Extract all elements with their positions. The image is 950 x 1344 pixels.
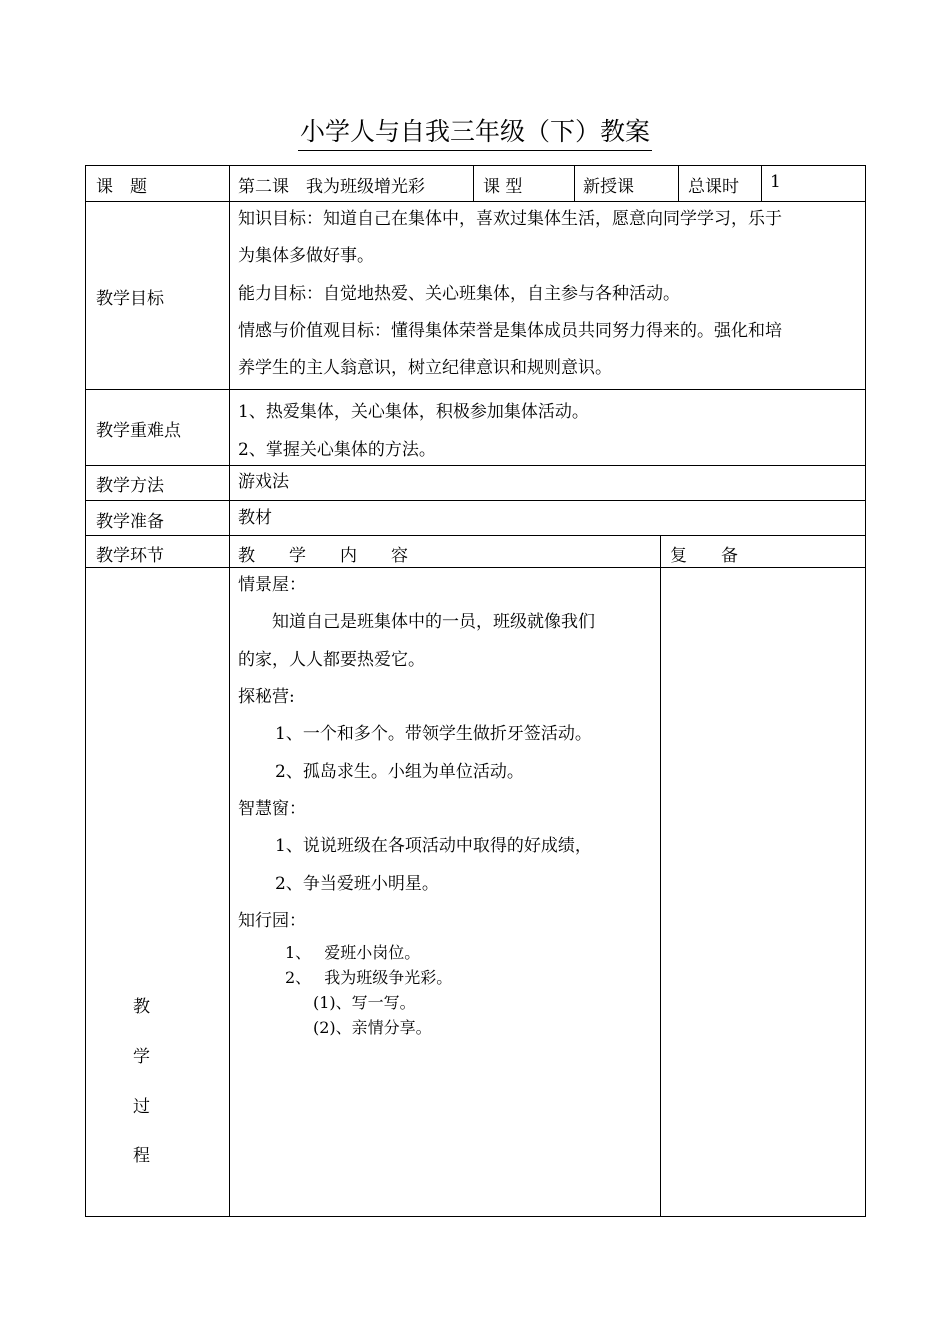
method-value: 游戏法 — [238, 472, 289, 492]
key-points-line: 2、掌握关心集体的方法。 — [238, 440, 436, 460]
review-column-divider — [660, 535, 661, 1217]
type-value: 新授课 — [583, 177, 634, 197]
table-border-bottom — [85, 1216, 866, 1217]
process-line: 探秘营: — [238, 687, 295, 707]
process-label-char: 学 — [133, 1047, 150, 1067]
page-title: 小学人与自我三年级（下）教案 — [0, 116, 950, 148]
lesson-value: 第二课 我为班级增光彩 — [238, 177, 425, 197]
row-divider — [85, 567, 866, 568]
hours-label: 总课时 — [688, 177, 739, 197]
process-subline: 2、 我为班级争光彩。 — [285, 968, 453, 987]
process-line: 知行园： — [238, 911, 306, 931]
process-line: 2、争当爱班小明星。 — [258, 874, 439, 894]
process-label-char: 教 — [133, 997, 150, 1017]
row-divider — [85, 465, 866, 466]
objectives-line: 为集体多做好事。 — [238, 246, 374, 266]
row-divider — [85, 535, 866, 536]
preparation-label: 教学准备 — [96, 512, 164, 532]
method-label: 教学方法 — [96, 476, 164, 496]
header-divider — [761, 165, 762, 201]
key-points-line: 1、热爱集体，关心集体，积极参加集体活动。 — [238, 402, 589, 422]
key-points-label: 教学重难点 — [96, 421, 181, 441]
lesson-label: 课 题 — [96, 177, 147, 197]
process-line: 智慧窗： — [238, 799, 306, 819]
table-border-top — [85, 165, 866, 166]
objectives-line: 知识目标：知道自己在集体中，喜欢过集体生活，愿意向同学学习，乐于 — [238, 209, 782, 229]
process-line: 2、孤岛求生。小组为单位活动。 — [258, 762, 524, 782]
content-header: 教 学 内 容 — [238, 546, 408, 566]
process-line: 情景屋： — [238, 575, 306, 595]
row-divider — [85, 500, 866, 501]
type-label: 课 型 — [483, 177, 523, 197]
process-subline: 1、 爱班小岗位。 — [285, 943, 421, 962]
table-border-left — [85, 165, 86, 1217]
process-line: 1、说说班级在各项活动中取得的好成绩， — [258, 836, 592, 856]
objectives-label: 教学目标 — [96, 289, 164, 309]
row-divider — [85, 389, 866, 390]
label-column-divider — [229, 165, 230, 1217]
process-subline: (1)、写一写。 — [313, 993, 416, 1012]
table-border-right — [865, 165, 866, 1217]
objectives-line: 能力目标：自觉地热爱、关心班集体，自主参与各种活动。 — [238, 284, 680, 304]
header-divider — [473, 165, 474, 201]
preparation-value: 教材 — [238, 508, 272, 528]
header-divider — [574, 165, 575, 201]
process-label-char: 程 — [133, 1146, 150, 1166]
objectives-line: 情感与价值观目标：懂得集体荣誉是集体成员共同努力得来的。强化和培 — [238, 321, 782, 341]
objectives-line: 养学生的主人翁意识，树立纪律意识和规则意识。 — [238, 358, 612, 378]
process-subline: (2)、亲情分享。 — [313, 1018, 432, 1037]
process-line: 的家，人人都要热爱它。 — [238, 650, 425, 670]
hours-value: 1 — [770, 172, 781, 192]
process-label-char: 过 — [133, 1097, 150, 1117]
process-line: 知道自己是班集体中的一员，班级就像我们 — [238, 612, 595, 632]
review-header: 复 备 — [670, 546, 738, 566]
process-line: 1、一个和多个。带领学生做折牙签活动。 — [258, 724, 592, 744]
header-divider — [678, 165, 679, 201]
stages-label: 教学环节 — [96, 546, 164, 566]
